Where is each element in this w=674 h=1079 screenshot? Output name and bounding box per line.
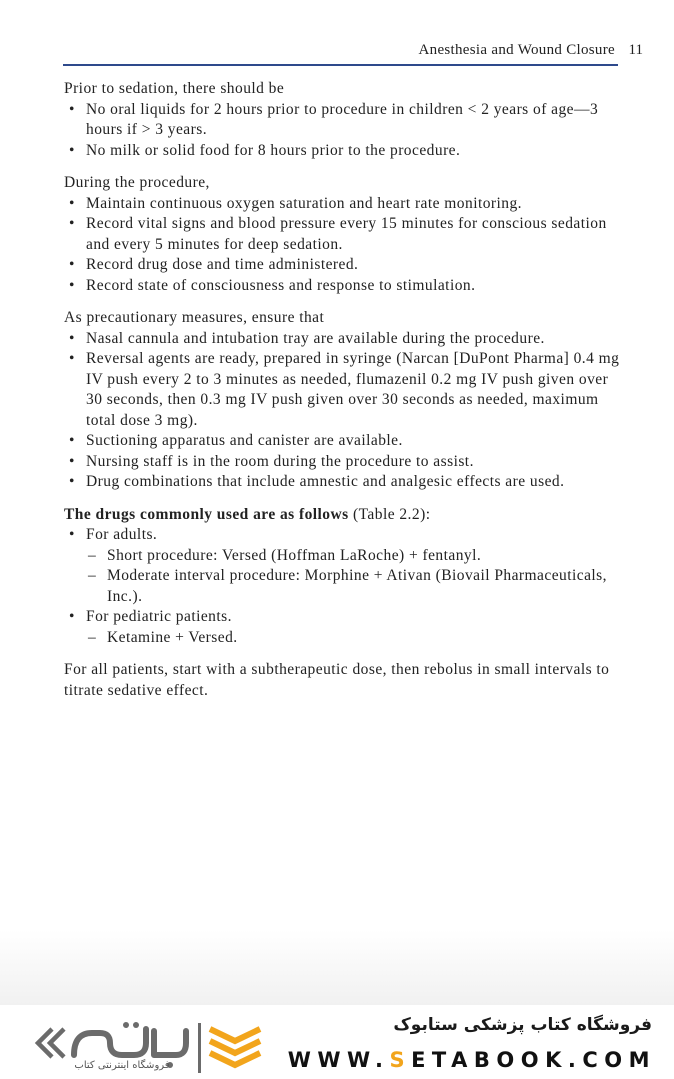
precaution-intro: As precautionary measures, ensure that — [64, 309, 325, 326]
store-banner — [0, 1005, 674, 1079]
list-item: • Reversal agents are ready, prepared in syringe (Narcan [DuPont Pharma] 0.4 mg IV push every 2 to 3 minutes as needed, flumazenil 0.2 mg IV push given over 30 seconds, then 0.3 mg IV push given over 30 seconds as needed, maximum total dose 3 mg). — [64, 349, 624, 431]
list-item: • Record vital signs and blood pressure every 15 minutes for conscious sedation and every 5 minutes for deep sedation. — [64, 214, 624, 255]
adults-sublist — [86, 546, 624, 608]
sub-list-item: – Moderate interval procedure: Morphine + Ativan (Biovail Pharmaceuticals, Inc.). — [86, 566, 624, 607]
drugs-intro-rest: (Table 2.2): — [348, 505, 431, 523]
pediatric-sublist — [86, 628, 624, 649]
url-suffix: ETABOOK.COM — [411, 1048, 656, 1072]
list-item: • Nasal cannula and intubation tray are available during the procedure. — [64, 329, 624, 350]
page-number: 11 — [628, 42, 643, 58]
list-item: • Drug combinations that include amnestic and analgesic effects are used. — [64, 472, 624, 493]
list-item-adults — [64, 525, 624, 607]
during-list — [64, 194, 624, 297]
store-name: فروشگاه کتاب پزشکی ستابوک — [393, 1015, 652, 1035]
url-prefix: WWW. — [287, 1048, 390, 1072]
list-item: • Record state of consciousness and response to stimulation. — [64, 276, 624, 297]
store-url[interactable] — [288, 1048, 656, 1072]
running-header — [63, 42, 643, 66]
header-rule — [63, 64, 618, 66]
adults-label: For adults. — [86, 526, 158, 543]
list-item: • Maintain continuous oxygen saturation and heart rate monitoring. — [64, 194, 624, 215]
prior-intro: Prior to sedation, there should be — [64, 80, 285, 97]
list-item: • Nursing staff is in the room during the procedure to assist. — [64, 452, 624, 473]
precaution-list — [64, 329, 624, 493]
list-item: • Suctioning apparatus and canister are available. — [64, 431, 624, 452]
sub-list-item: – Ketamine + Versed. — [86, 628, 624, 649]
prior-list — [64, 100, 624, 162]
closing-paragraph: For all patients, start with a subtherapeutic dose, then rebolus in small intervals to titrate sedative effect. — [64, 661, 610, 699]
sub-list-item: – Short procedure: Versed (Hoffman LaRoche) + fentanyl. — [86, 546, 624, 567]
logo-subtitle: فروشگاه اینترنتی کتاب — [74, 1060, 170, 1071]
during-intro: During the procedure, — [64, 174, 210, 191]
list-item: • No milk or solid food for 8 hours prior to the procedure. — [64, 141, 624, 162]
list-item: • No oral liquids for 2 hours prior to procedure in children < 2 years of age—3 hours if > 3 years. — [64, 100, 624, 141]
drugs-list — [64, 525, 624, 648]
page-content — [64, 79, 624, 701]
pediatric-label: For pediatric patients. — [86, 608, 232, 625]
list-item: • Record drug dose and time administered. — [64, 255, 624, 276]
drugs-intro-bold: The drugs commonly used are as follows — [64, 505, 349, 523]
list-item-pediatric — [64, 607, 624, 648]
drugs-intro — [64, 505, 624, 526]
header-title: Anesthesia and Wound Closure — [418, 42, 615, 58]
url-accent: S — [389, 1048, 412, 1072]
